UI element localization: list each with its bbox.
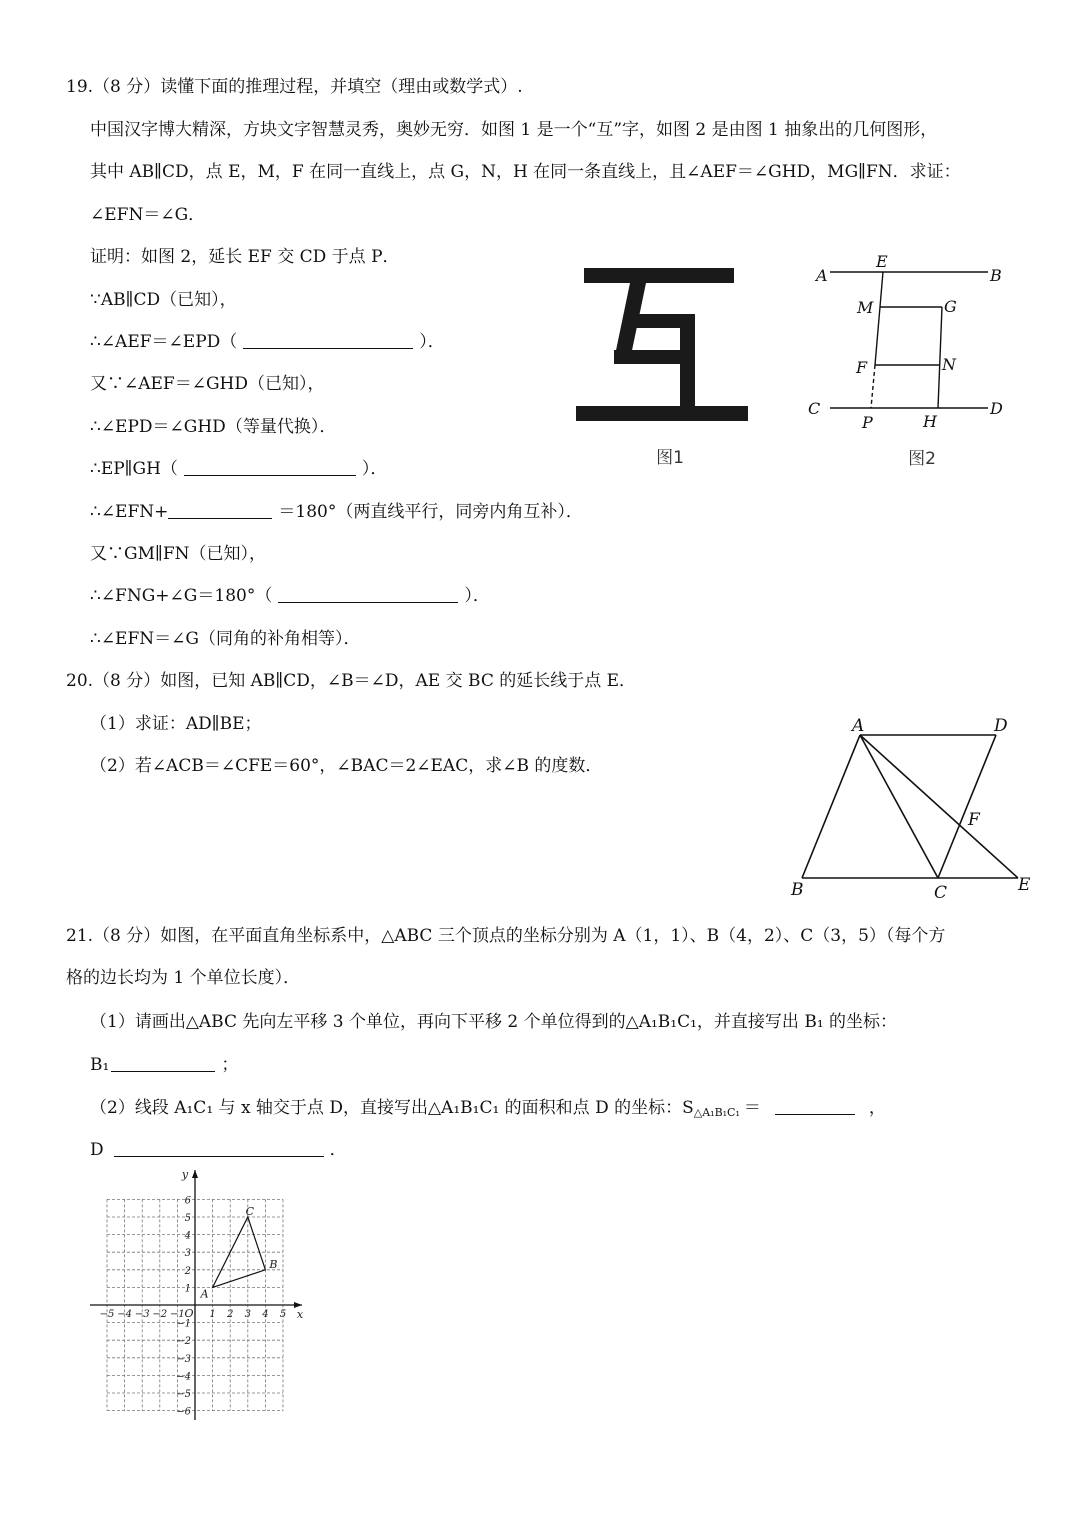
y-tick-label: 4: [184, 1230, 191, 1242]
q19-proof-2-end: ）．: [419, 332, 445, 352]
x-tick-label: −3: [134, 1309, 150, 1320]
label-e: E: [1018, 875, 1031, 895]
y-tick-label: 2: [184, 1265, 191, 1277]
segment-dc: [938, 735, 996, 878]
q19-proof-2-text: ∴∠AEF＝∠EPD（: [90, 332, 238, 352]
q19-proof-4: ∴∠EPD＝∠GHD（等量代换）．: [90, 417, 337, 437]
q20-heading: 20.（8 分）如图，已知 AB∥CD，∠B＝∠D，AE 交 BC 的延长线于点 E．: [66, 671, 637, 691]
segment-ae: [860, 735, 1018, 878]
point-b-label: B: [269, 1257, 278, 1271]
x-tick-label: 3: [244, 1309, 251, 1320]
q21-part-1: （1）请画出△ABC 先向左平移 3 个单位，再向下平移 2 个单位得到的△A₁B₁C₁，并直接写出 B₁ 的坐标：: [90, 1012, 898, 1032]
q19-para-2: 其中 AB∥CD，点 E，M，F 在同一直线上，点 G，N，H 在同一条直线上，且∠AEF＝∠GHD，MG∥FN．求证：: [90, 162, 961, 182]
q19-proof-3: 又∵∠AEF＝∠GHD（已知），: [90, 374, 325, 394]
q19-proof-9: ∴∠EFN＝∠G（同角的补角相等）．: [90, 629, 361, 649]
q21-coordinate-grid: [90, 1165, 315, 1425]
q19-blank-4[interactable]: [278, 586, 458, 603]
q21-part-3: [90, 1139, 347, 1161]
area-eq: ＝: [743, 1098, 761, 1118]
q19-blank-1[interactable]: [243, 332, 413, 349]
q21-blank-d[interactable]: [114, 1140, 324, 1157]
x-tick-label: −5: [99, 1309, 115, 1320]
q20-figure: [780, 710, 1040, 910]
label-m: M: [857, 298, 874, 317]
point-c-label: C: [245, 1205, 255, 1218]
label-b: B: [791, 880, 804, 900]
q19-proof-6: [90, 501, 583, 523]
q19-blank-2[interactable]: [184, 459, 356, 476]
b1-label: B₁: [90, 1055, 110, 1075]
label-p: P: [862, 413, 873, 432]
q19-blank-3[interactable]: [168, 502, 272, 519]
x-tick-label: −4: [117, 1309, 132, 1320]
label-n: N: [942, 355, 956, 374]
figure-1-caption: 图1: [656, 448, 684, 468]
segment-ac: [860, 735, 938, 878]
q19-proof-8-end: ）．: [464, 586, 490, 606]
x-tick-label: −1: [170, 1309, 185, 1320]
b1-end: ；: [221, 1055, 239, 1075]
q21-blank-b1[interactable]: [111, 1055, 215, 1072]
area-subscript: △A₁B₁C₁: [693, 1106, 740, 1119]
q19-proof-6-text: ∴∠EFN+: [90, 502, 169, 522]
x-tick-label: 5: [279, 1309, 287, 1320]
label-c: C: [808, 399, 821, 418]
d-label: D: [90, 1140, 104, 1160]
q21-part-2: [90, 1097, 886, 1124]
y-axis-arrow-icon: [192, 1170, 198, 1178]
label-g: G: [944, 297, 957, 316]
x-tick-label: 4: [262, 1309, 269, 1320]
q19-proof-5-text: ∴EP∥GH（: [90, 459, 178, 479]
q21-heading-2: 格的边长均为 1 个单位长度）．: [66, 968, 301, 988]
x-tick-label: 2: [227, 1309, 234, 1320]
q19-proof-5-end: ）．: [361, 459, 388, 479]
y-tick-label: −5: [176, 1389, 191, 1400]
y-tick-label: 3: [184, 1248, 191, 1260]
point-a-label: A: [200, 1287, 209, 1301]
hu-character-strokes: [576, 268, 748, 421]
q19-proof-1: ∵AB∥CD（已知），: [90, 290, 237, 310]
q19-para-3: ∠EFN＝∠G．: [90, 205, 206, 225]
label-f: F: [968, 810, 980, 830]
area-end: ，: [868, 1098, 886, 1118]
origin-label: O: [184, 1307, 194, 1320]
label-h: H: [923, 412, 937, 431]
q19-proof-8-text: ∴∠FNG+∠G＝180°（: [90, 586, 273, 606]
x-tick-label: −2: [152, 1309, 168, 1320]
q21-part-2-text: （2）线段 A₁C₁ 与 x 轴交于点 D，直接写出△A₁B₁C₁ 的面积和点 D 的坐标：S: [90, 1098, 694, 1118]
q19-proof-0: 证明：如图 2，延长 EF 交 CD 于点 P．: [90, 247, 400, 267]
y-axis-label: y: [181, 1168, 189, 1181]
figure-2-caption: 图2: [908, 449, 936, 469]
q19-para-1: 中国汉字博大精深，方块文字智慧灵秀，奥妙无穷．如图 1 是一个“互”字，如图 2 是由图 1 抽象出的几何图形，: [90, 120, 938, 140]
q19-proof-7: 又∵GM∥FN（已知），: [90, 544, 267, 564]
segment-ab: [802, 735, 860, 878]
label-f: F: [856, 358, 868, 377]
label-a: A: [816, 266, 828, 285]
y-tick-label: −1: [176, 1318, 191, 1330]
y-tick-label: −3: [176, 1353, 191, 1365]
y-tick-label: 5: [184, 1213, 191, 1224]
y-tick-label: −2: [176, 1336, 191, 1348]
q19-proof-6-end: ＝180°（两直线平行，同旁内角互补）．: [278, 502, 583, 522]
q19-proof-2: [90, 331, 445, 353]
q21-heading: 21.（8 分）如图，在平面直角坐标系中，△ABC 三个顶点的坐标分别为 A（1，1）、B（4，2）、C（3，5）（每个方: [66, 926, 946, 946]
q19-figure-1: [570, 262, 760, 472]
label-d: D: [990, 399, 1003, 418]
label-a: A: [852, 716, 865, 736]
segment-fp-dashed: [871, 365, 875, 408]
label-e: E: [876, 252, 888, 271]
q19-heading: 19.（8 分）读懂下面的推理过程，并填空（理由或数学式）.: [66, 77, 523, 97]
y-tick-label: −4: [176, 1371, 191, 1383]
q20-part-1: （1）求证：AD∥BE；: [90, 714, 262, 734]
y-tick-label: −6: [176, 1406, 191, 1418]
q21-part-1-answer: [90, 1054, 238, 1076]
label-b: B: [990, 266, 1002, 285]
label-d: D: [994, 716, 1008, 736]
q19-proof-8: [90, 585, 490, 607]
y-tick-label: 6: [184, 1195, 191, 1207]
q20-part-2: （2）若∠ACB＝∠CFE＝60°，∠BAC＝2∠EAC，求∠B 的度数．: [90, 756, 603, 776]
x-axis-label: x: [296, 1308, 304, 1321]
x-tick-label: 1: [209, 1309, 216, 1320]
label-c: C: [934, 883, 948, 903]
q19-figure-2: [800, 250, 1020, 475]
q19-proof-5: [90, 458, 387, 480]
d-end: ．: [329, 1140, 347, 1160]
y-tick-label: 1: [184, 1283, 191, 1295]
q21-blank-area[interactable]: [775, 1098, 855, 1115]
segment-ef: [875, 272, 883, 365]
